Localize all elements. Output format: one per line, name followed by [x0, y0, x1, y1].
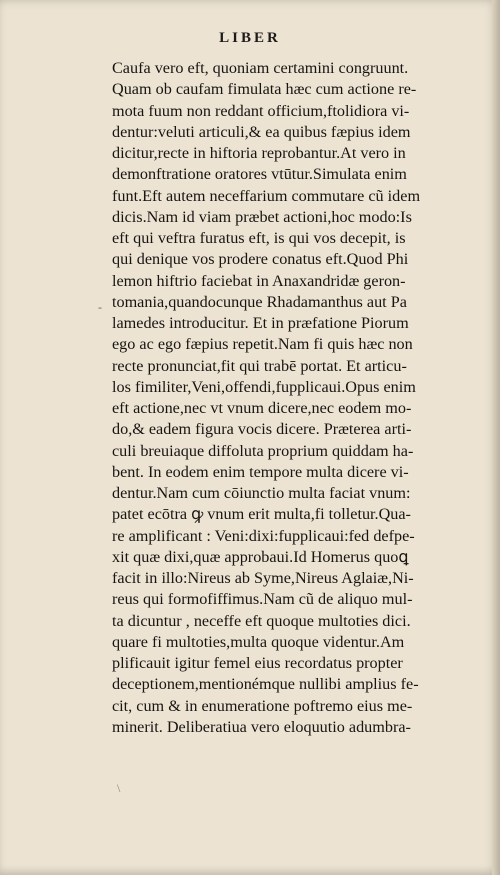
text-line: plificauit igitur femel eius recordatus propter: [112, 654, 403, 672]
text-block: [112, 58, 472, 738]
text-line: culi breuiaque diffoluta proprium quiddam ha-: [112, 441, 414, 460]
text-line: qui denique vos prodere conatus eft.Quod Phi: [112, 250, 409, 269]
text-line: do,& eadem figura vocis dicere. Præterea arti-: [112, 420, 412, 439]
text-line: cit, cum & in enumeratione poftremo eius me-: [112, 696, 413, 715]
text-line: minerit. Deliberatiua vero eloquutio adumbra-: [112, 717, 411, 736]
text-line: ta dicuntur , neceffe eft quoque multoties dici.: [112, 611, 411, 630]
text-line: reus qui formofiffimus.Nam cũ de aliquo mul-: [112, 590, 413, 609]
text-line: dicitur,recte in hiftoria reprobantur.At vero in: [112, 144, 406, 162]
text-line: re amplificant : Veni:dixi:fupplicaui:fed defpe-: [112, 526, 415, 545]
text-line: dentur:veluti articuli,& ea quibus fæpius idem: [112, 122, 411, 141]
text-line: deceptionem,mentionémque nullibi amplius fe-: [112, 675, 419, 694]
page-edge-shadow: [492, 0, 500, 875]
text-line: quare fi multoties,multa quoque videntur.Am: [112, 632, 405, 651]
text-line: dicis.Nam id viam præbet actioni,hoc modo:Is: [112, 207, 412, 226]
text-line: eft qui veftra furatus eft, is qui vos decepit, is: [112, 229, 406, 247]
text-line: demonftratione oratores vtūtur.Simulata enim: [112, 165, 407, 184]
text-line: dentur.Nam cum cōiunctio multa faciat vnum:: [112, 484, 411, 502]
text-line: funt.Eft autem neceffarium commutare cũ idem: [112, 186, 421, 205]
text-line: eft actione,nec vt vnum dicere,nec eodem mo-: [112, 399, 412, 417]
text-line: los fimiliter,Veni,offendi,fupplicaui.Opus enim: [112, 377, 416, 396]
text-line: mota fuum non reddant officium,ftolidiora vi-: [112, 101, 410, 120]
text-line: lemon hiftrio faciebat in Anaxandridæ geron-: [112, 271, 406, 290]
bottom-mark: \: [117, 781, 121, 795]
text-line: tomania,quandocunque Rhadamanthus aut Pa: [112, 292, 407, 311]
text-line: facit in illo:Nireus ab Syme,Nireus Aglaiæ,Ni-: [112, 569, 414, 587]
text-line: lamedes introducitur. Et in præfatione Piorum: [112, 314, 409, 332]
text-line: Caufa vero eft, quoniam certamini congruunt.: [112, 59, 409, 77]
text-line: xit quæ dixi,quæ approbaui.Id Homerus quoꝗ: [112, 547, 409, 566]
running-head: LIBER: [219, 30, 281, 46]
text-line: recte pronunciat,fit qui trabē portat. Et articu-: [112, 356, 407, 375]
marginal-mark: -: [98, 300, 102, 314]
text-line: bent. In eodem enim tempore multa dicere vi-: [112, 462, 409, 481]
text-line: Quam ob caufam fimulata hæc cum actione re-: [112, 80, 417, 99]
text-line: ego ac ego fæpius repetit.Nam fi quis hæc non: [112, 335, 413, 354]
text-line: patet ecōtra ꝙ vnum erit multa,fi tolletur.Qua-: [112, 505, 411, 524]
